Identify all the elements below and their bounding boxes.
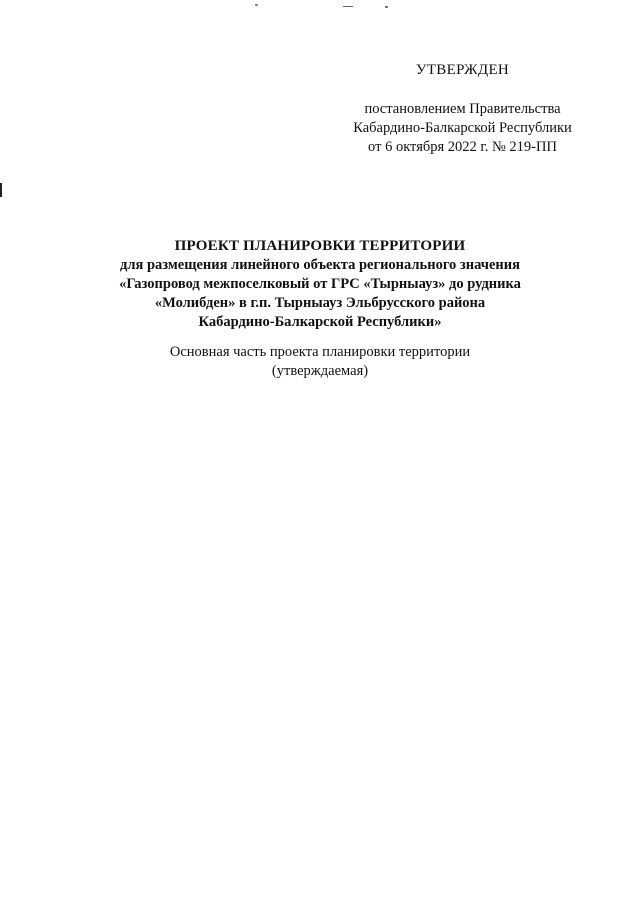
scan-artifact-left-edge (0, 183, 2, 197)
section-description (60, 343, 580, 381)
subtitle-line: «Молибден» в г.п. Тырныауз Эльбрусского района (154, 295, 486, 311)
subtitle-line: для размещения линейного объекта регионального значения (120, 257, 520, 273)
approval-line: постановлением Правительства (364, 101, 561, 117)
approval-statement (330, 100, 595, 157)
subtitle-line: Кабардино-Балкарской Республики» (198, 314, 442, 330)
approval-line: Кабардино-Балкарской Республики (353, 120, 572, 136)
scan-artifact-top (343, 6, 353, 7)
subtitle-line: «Газопровод межпоселковый от ГРС «Тырныауз» до рудника (119, 276, 521, 292)
scan-artifact-top-right (385, 6, 388, 8)
title-block (60, 237, 580, 332)
approval-heading: УТВЕРЖДЕН (415, 62, 510, 78)
approval-line: от 6 октября 2022 г. № 219-ПП (368, 139, 557, 155)
scan-artifact-top-left (255, 4, 258, 6)
document-title: ПРОЕКТ ПЛАНИРОВКИ ТЕРРИТОРИИ (174, 238, 466, 254)
section-line: Основная часть проекта планировки территории (169, 344, 471, 360)
section-line: (утверждаемая) (271, 363, 369, 379)
